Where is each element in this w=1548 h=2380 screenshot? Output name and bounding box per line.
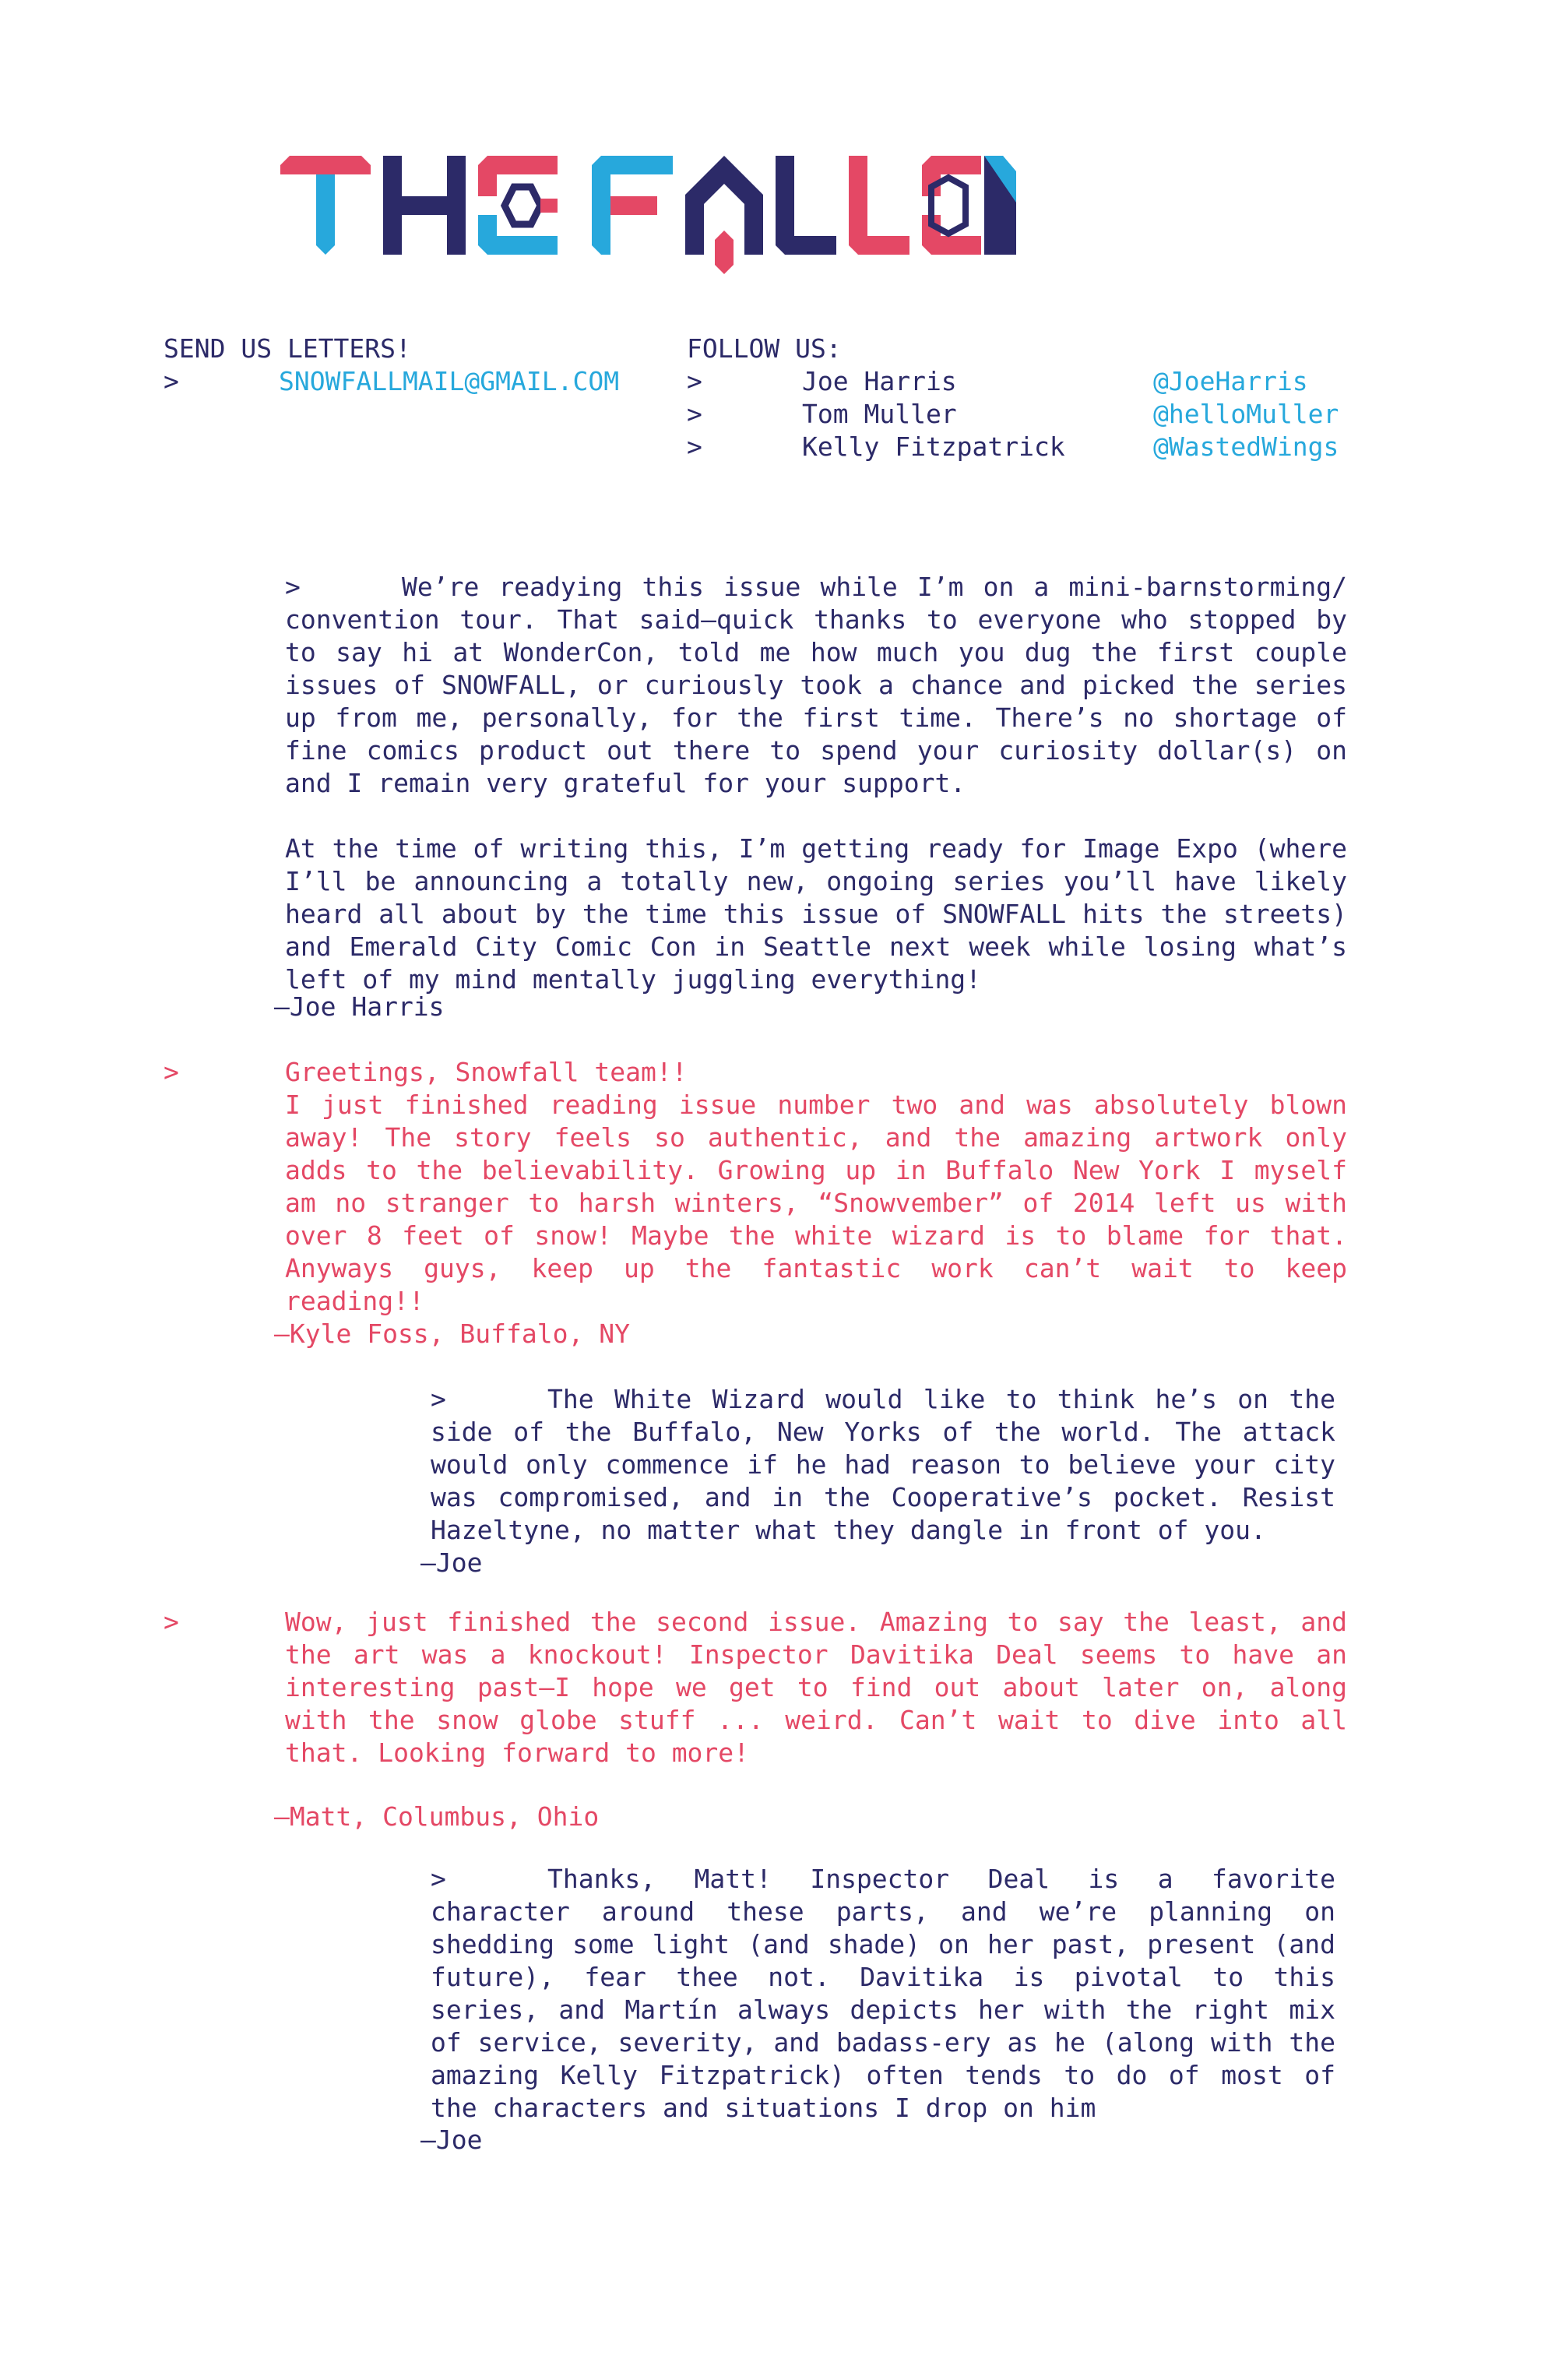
letter1-arrow: > <box>164 1057 179 1087</box>
letter2-signature: —Matt, Columbus, Ohio <box>274 1801 600 1832</box>
letters-email-link[interactable]: SNOWFALLMAIL@GMAIL.COM <box>279 366 620 396</box>
intro-paragraph-2: At the time of writing this, I’m getting ready for Image Expo (where I’ll be announcing a totally new, ongoing series you’ll have likely heard all about by the time this issue of SNOWFALL hits the streets) and Emerald City Comic Con in Seattle next week while losing what’s left of my mind mentally juggling everything! <box>285 833 1347 995</box>
logo-letter-t <box>280 156 371 255</box>
intro-arrow: > <box>285 572 301 602</box>
reply1-signature: —Joe <box>420 1547 483 1578</box>
follow-arrow: > <box>687 366 702 396</box>
letter1-body: I just finished reading issue number two and was absolutely blown away! The story feels so authentic, and the amazing artwork only adds to the believability. Growing up in Buffalo New York I myself am no stranger to harsh winters, “Snowvember” of 2014 left us with over 8 feet of snow! Maybe the white wizard is to blame for that. Anyways guys, keep up the fantastic work can’t wait to keep reading!! <box>285 1090 1347 1316</box>
follow-name: Joe Harris <box>802 366 957 396</box>
logo-letter-a <box>685 156 763 274</box>
follow-us-heading: FOLLOW US: <box>687 333 842 364</box>
reply1-section <box>431 1383 1335 1547</box>
letter1-section <box>285 1056 1347 1318</box>
letters-arrow: > <box>164 366 179 396</box>
letter1-signature: —Kyle Foss, Buffalo, NY <box>274 1319 630 1349</box>
follow-handle-link[interactable]: @helloMuller <box>1153 399 1339 429</box>
logo-letter-e2 <box>922 156 981 255</box>
logo-letter-e <box>478 156 558 255</box>
intro-section <box>285 571 1347 996</box>
logo-letter-f <box>592 156 673 255</box>
letter2-section <box>285 1606 1347 1769</box>
reply2-signature: —Joe <box>420 2125 483 2155</box>
follow-arrow: > <box>687 431 702 462</box>
reply2-section <box>431 1863 1335 2125</box>
reply1-body: > The White Wizard would like to think he’s on the side of the Buffalo, New Yorks of the world. The attack would only commence if he had reason to believe your city was compromised, and in the Cooperative’s pocket. Resist Hazeltyne, no matter what they dangle in front of you. <box>431 1384 1335 1545</box>
logo-letter-l1 <box>776 156 836 255</box>
reply2-arrow: > <box>431 1864 446 1894</box>
follow-arrow: > <box>687 399 702 429</box>
letter1-greeting: Greetings, Snowfall team!! <box>285 1057 688 1087</box>
letter2-body: Wow, just finished the second issue. Amazing to say the least, and the art was a knockout! Inspector Davitika Deal seems to have an interesting past—I hope we get to find out about later on, along with the snow globe stuff ... weird. Can’t wait to dive into all that. Looking forward to more! <box>285 1607 1347 1768</box>
the-fallen-logo <box>280 156 1016 280</box>
logo-letter-l2 <box>849 156 909 255</box>
intro-signature: —Joe Harris <box>274 991 445 1022</box>
follow-handle-link[interactable]: @JoeHarris <box>1153 366 1308 396</box>
follow-handle-link[interactable]: @WastedWings <box>1153 431 1339 462</box>
reply2-body: > Thanks, Matt! Inspector Deal is a favorite character around these parts, and we’re planning on shedding some light (and shade) on her past, present (and future), fear thee not. Davitika is pivotal to this series, and Martín always depicts her with the right mix of service, severity, and badass-ery as he (along with the amazing Kelly Fitzpatrick) often tends to do of most of the characters and situations I drop on him <box>431 1864 1335 2123</box>
intro-paragraph-1: > We’re readying this issue while I’m on a mini-barnstorming/ convention tour. That said—quick thanks to everyone who stopped by to say hi at WonderCon, told me how much you dug the first couple issues of SNOWFALL, or curiously took a chance and picked the series up from me, personally, for the first time. There’s no shortage of fine comics product out there to spend your curiosity dollar(s) on and I remain very grateful for your support. <box>285 572 1347 798</box>
logo-letter-n <box>984 156 1016 255</box>
letter2-arrow: > <box>164 1607 179 1637</box>
logo-letter-h <box>383 156 466 255</box>
follow-name: Kelly Fitzpatrick <box>802 431 1065 462</box>
send-letters-heading: SEND US LETTERS! <box>164 333 411 364</box>
reply1-arrow: > <box>431 1384 446 1414</box>
follow-name: Tom Muller <box>802 399 957 429</box>
